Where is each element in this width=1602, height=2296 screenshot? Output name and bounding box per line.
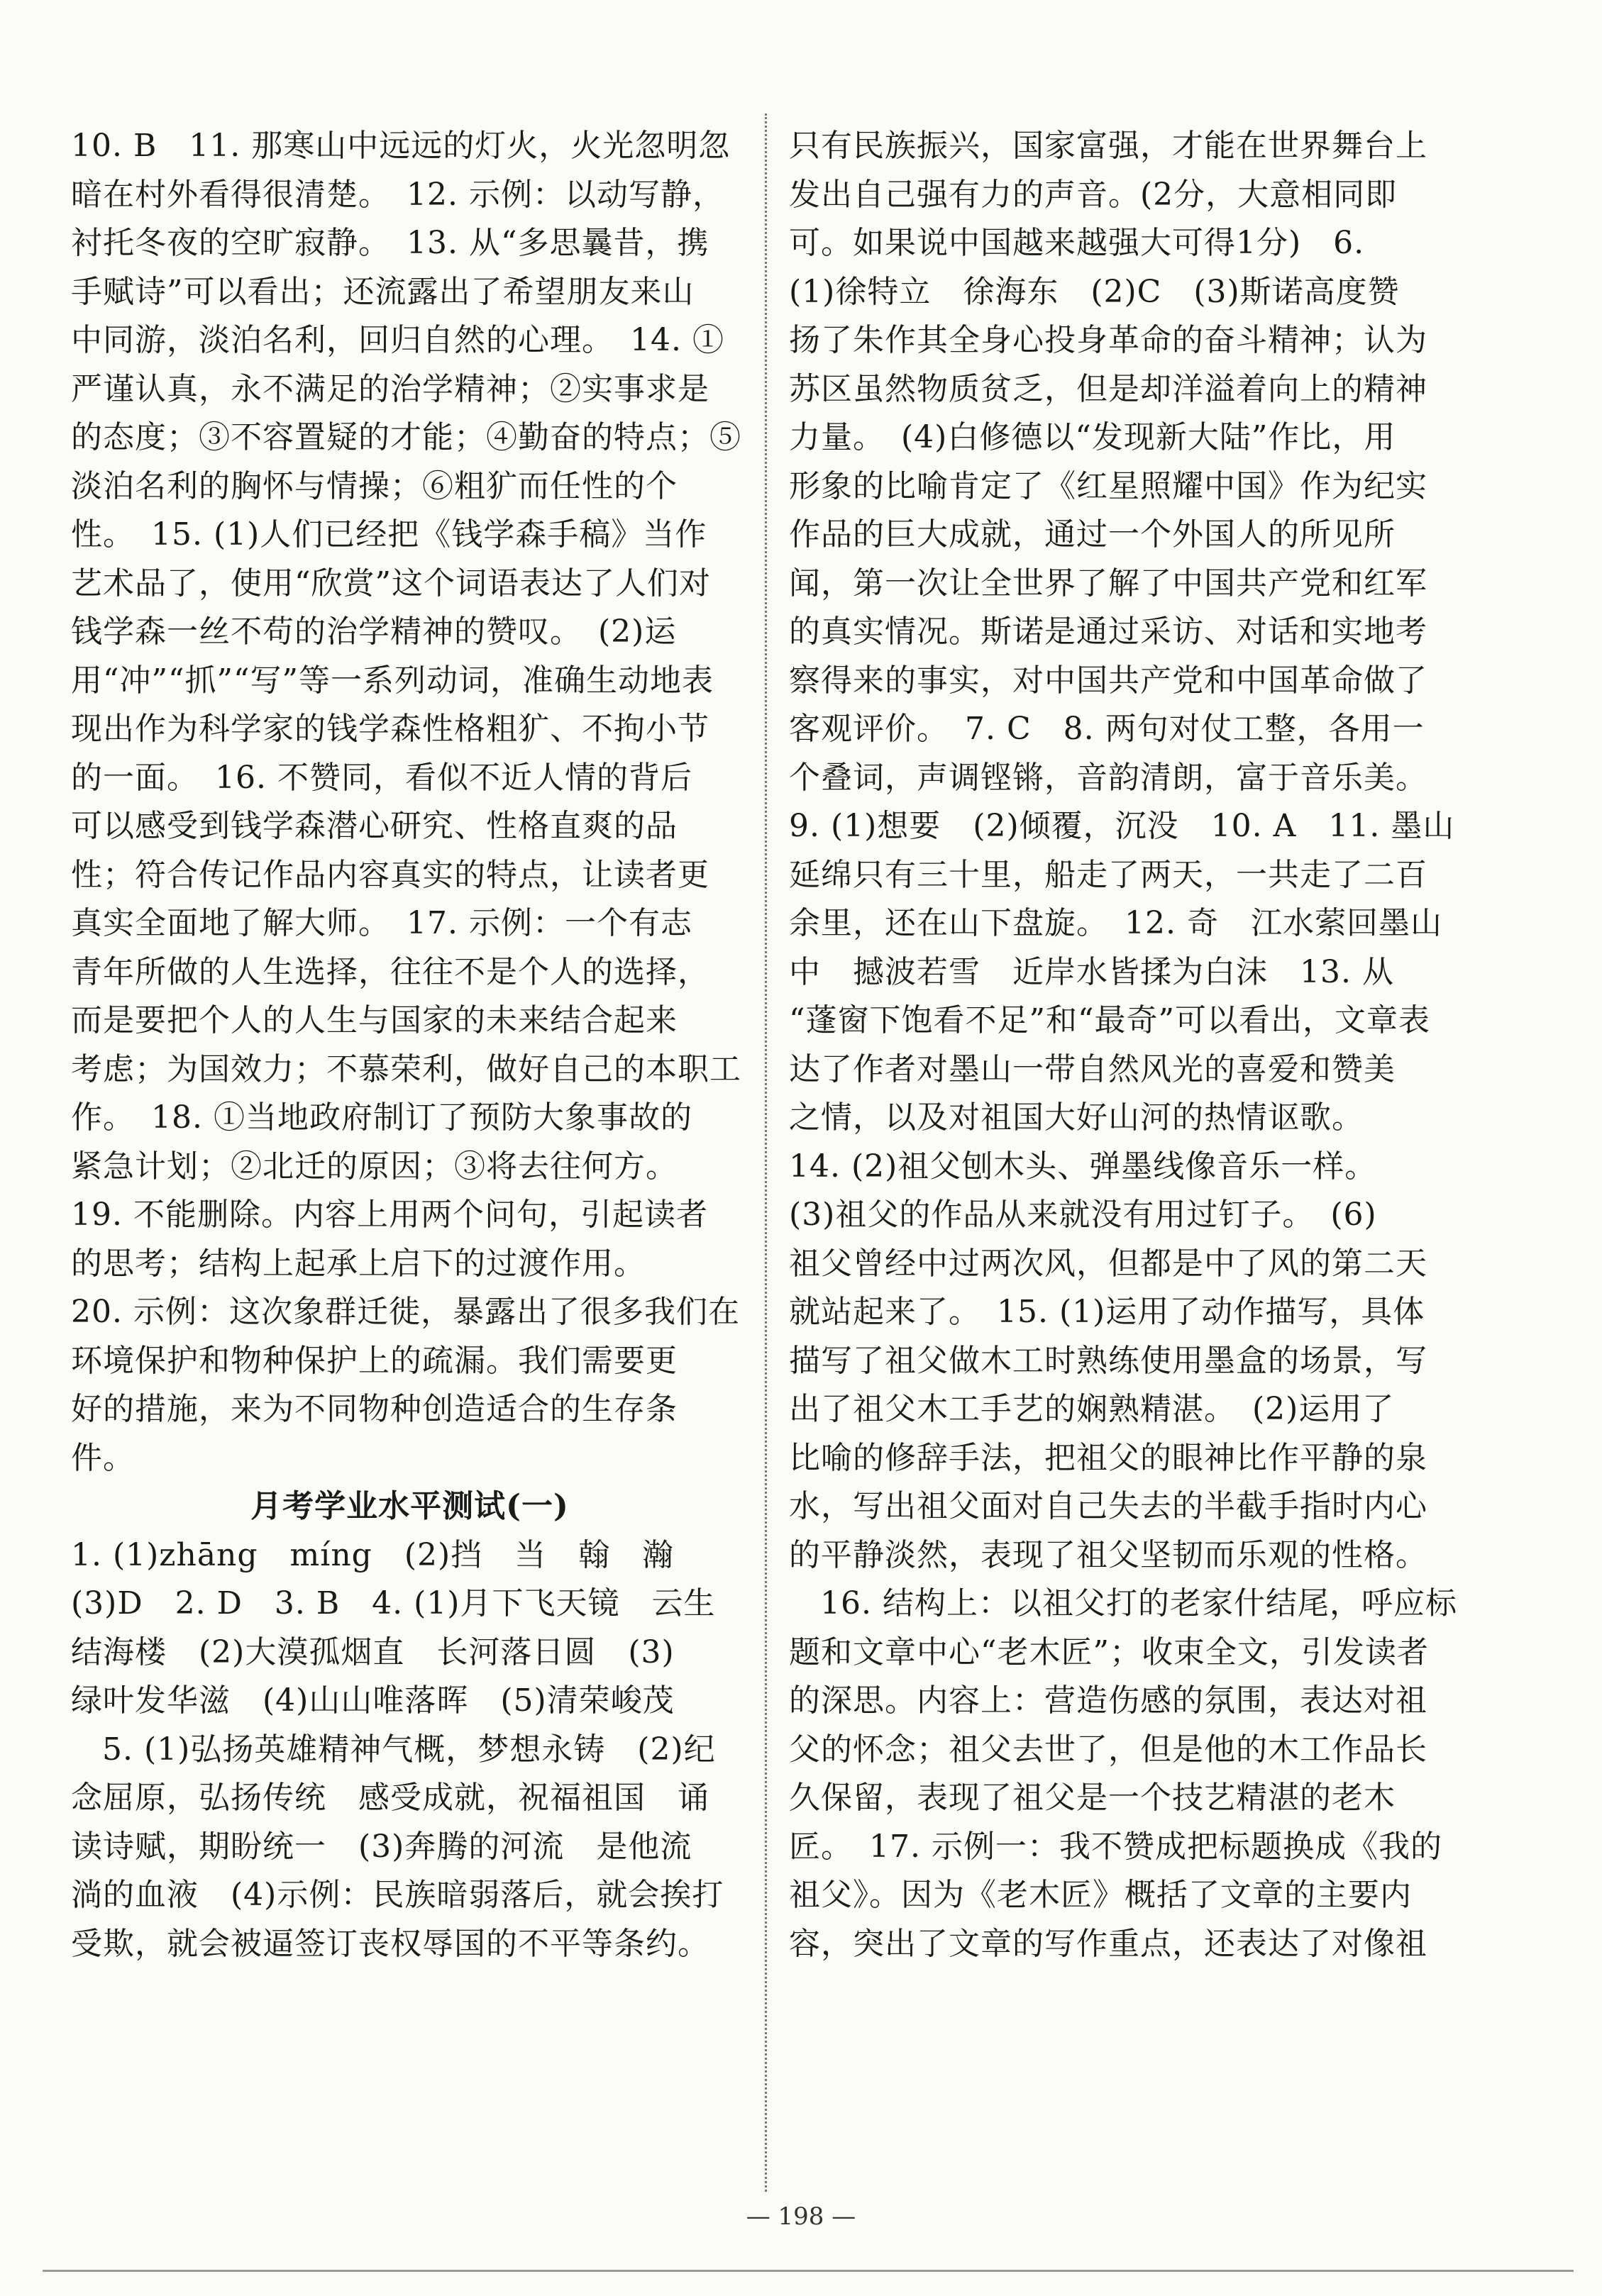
text-line: 5. (1)弘扬英雄精神气概，梦想永铸 (2)纪 xyxy=(102,1731,716,1768)
text-line: 出了祖父木工手艺的娴熟精湛。 (2)运用了 xyxy=(789,1391,1395,1427)
text-line: (3)祖父的作品从来就没有用过钉子。 (6) xyxy=(789,1197,1377,1233)
text-line: 性；符合传记作品内容真实的特点，让读者更 xyxy=(71,856,709,893)
text-line: 形象的比喻肯定了《红星照耀中国》作为纪实 xyxy=(789,467,1427,504)
text-line: 的真实情况。斯诺是通过采访、对话和实地考 xyxy=(789,614,1427,650)
text-line: 严谨认真，永不满足的治学精神；②实事求是 xyxy=(71,370,709,407)
text-line: 容，突出了文章的写作重点，还表达了对像祖 xyxy=(789,1925,1427,1962)
text-line: 中同游，淡泊名利，回归自然的心理。 14. ① xyxy=(71,322,724,358)
text-line: 14. (2)祖父刨木头、弹墨线像音乐一样。 xyxy=(789,1148,1377,1185)
page-number: — 198 — xyxy=(746,2202,856,2231)
text-line: 衬托冬夜的空旷寂静。 13. 从“多思曩昔，携 xyxy=(71,225,709,261)
text-line: 苏区虽然物质贫乏，但是却洋溢着向上的精神 xyxy=(789,370,1427,407)
section-heading: 月考学业水平测试(一) xyxy=(250,1488,569,1524)
text-line: 考虑；为国效力；不慕荣利，做好自己的本职工 xyxy=(71,1050,741,1087)
text-line: 1. (1)zhāng míng (2)挡 当 翰 瀚 xyxy=(71,1536,675,1573)
text-line: 现出作为科学家的钱学森性格粗犷、不拘小节 xyxy=(71,711,709,747)
text-line: 而是要把个人的人生与国家的未来结合起来 xyxy=(71,1002,678,1038)
text-line: 的平静淡然，表现了祖父坚韧而乐观的性格。 xyxy=(789,1536,1427,1573)
text-line: 的一面。 16. 不赞同，看似不近人情的背后 xyxy=(71,759,692,796)
text-line: 16. 结构上：以祖父打的老家什结尾，呼应标 xyxy=(820,1585,1457,1621)
text-line: 闻，第一次让全世界了解了中国共产党和红军 xyxy=(789,565,1427,601)
text-line: 10. B 11. 那寒山中远远的灯火，火光忽明忽 xyxy=(71,128,731,164)
text-line: “蓬窗下饱看不足”和“最奇”可以看出，文章表 xyxy=(789,1002,1430,1038)
left-column xyxy=(71,122,748,1968)
text-line: 余里，还在山下盘旋。 12. 奇 江水萦回墨山 xyxy=(789,905,1442,941)
text-line: 客观评价。 7. C 8. 两句对仗工整，各用一 xyxy=(789,711,1425,747)
text-line: 暗在村外看得很清楚。 12. 示例：以动写静， xyxy=(71,176,724,213)
text-line: 可以感受到钱学森潜心研究、性格直爽的品 xyxy=(71,808,678,844)
text-line: 19. 不能删除。内容上用两个问句，引起读者 xyxy=(71,1197,708,1233)
text-line: 只有民族振兴，国家富强，才能在世界舞台上 xyxy=(789,128,1427,164)
text-line: 艺术品了，使用“欣赏”这个词语表达了人们对 xyxy=(71,565,711,601)
text-line: 比喻的修辞手法，把祖父的眼神比作平静的泉 xyxy=(789,1439,1427,1476)
text-line: 发出自己强有力的声音。(2分，大意相同即 xyxy=(789,176,1398,213)
text-line: (3)D 2. D 3. B 4. (1)月下飞天镜 云生 xyxy=(71,1585,716,1621)
text-line: 匠。 17. 示例一：我不赞成把标题换成《我的 xyxy=(789,1828,1442,1865)
text-line: 淌的血液 (4)示例：民族暗弱落后，就会挨打 xyxy=(71,1877,724,1913)
text-line: 祖父》。因为《老木匠》概括了文章的主要内 xyxy=(789,1877,1412,1913)
text-line: 父的怀念；祖父去世了，但是他的木工作品长 xyxy=(789,1731,1427,1768)
text-line: 延绵只有三十里，船走了两天，一共走了二百 xyxy=(789,856,1427,893)
text-line: 钱学森一丝不苟的治学精神的赞叹。 (2)运 xyxy=(71,614,677,650)
text-line: 中 撼波若雪 近岸水皆揉为白沫 13. 从 xyxy=(789,953,1394,990)
text-line: 念屈原，弘扬传统 感受成就，祝福祖国 诵 xyxy=(71,1780,709,1816)
text-line: 环境保护和物种保护上的疏漏。我们需要更 xyxy=(71,1342,678,1379)
text-line: 件。 xyxy=(71,1439,135,1476)
text-line: 受欺，就会被逼签订丧权辱国的不平等条约。 xyxy=(71,1925,709,1962)
text-line: 可。如果说中国越来越强大可得1分) 6. xyxy=(789,225,1365,261)
text-line: 扬了朱作其全身心投身革命的奋斗精神；认为 xyxy=(789,322,1427,358)
text-line: 读诗赋，期盼统一 (3)奔腾的河流 是他流 xyxy=(71,1828,692,1865)
bottom-edge-line xyxy=(43,2270,1574,2272)
text-line: 作。 18. ①当地政府制订了预防大象事故的 xyxy=(71,1099,692,1136)
text-line: 就站起来了。 15. (1)运用了动作描写，具体 xyxy=(789,1294,1425,1330)
text-line: 真实全面地了解大师。 17. 示例：一个有志 xyxy=(71,905,692,941)
text-line: 力量。 (4)白修德以“发现新大陆”作比，用 xyxy=(789,419,1396,455)
text-line: 作品的巨大成就，通过一个外国人的所见所 xyxy=(789,516,1396,553)
text-line: (1)徐特立 徐海东 (2)C (3)斯诺高度赞 xyxy=(789,273,1400,310)
text-line: 9. (1)想要 (2)倾覆，沉没 10. A 11. 墨山 xyxy=(789,808,1455,844)
text-line: 青年所做的人生选择，往往不是个人的选择， xyxy=(71,953,709,990)
text-line: 察得来的事实，对中国共产党和中国革命做了 xyxy=(789,662,1427,699)
right-column xyxy=(789,122,1498,1968)
text-line: 的思考；结构上起承上启下的过渡作用。 xyxy=(71,1245,646,1282)
text-line: 描写了祖父做木工时熟练使用墨盒的场景，写 xyxy=(789,1342,1427,1379)
text-line: 手赋诗”可以看出；还流露出了希望朋友来山 xyxy=(71,273,695,310)
text-line: 性。 15. (1)人们已经把《钱学森手稿》当作 xyxy=(71,516,707,553)
column-divider xyxy=(765,113,767,2192)
text-line: 的态度；③不容置疑的才能；④勤奋的特点；⑤ xyxy=(71,419,741,455)
text-line: 之情，以及对祖国大好山河的热情讴歌。 xyxy=(789,1099,1364,1136)
text-line: 结海楼 (2)大漠孤烟直 长河落日圆 (3) xyxy=(71,1634,675,1670)
text-line: 题和文章中心“老木匠”；收束全文，引发读者 xyxy=(789,1634,1429,1670)
text-line: 好的措施，来为不同物种创造适合的生存条 xyxy=(71,1391,678,1427)
text-line: 祖父曾经中过两次风，但都是中了风的第二天 xyxy=(789,1245,1427,1282)
text-line: 的深思。内容上：营造伤感的氛围，表达对祖 xyxy=(789,1682,1427,1719)
text-line: 水，写出祖父面对自己失去的半截手指时内心 xyxy=(789,1488,1427,1524)
text-line: 达了作者对墨山一带自然风光的喜爱和赞美 xyxy=(789,1050,1396,1087)
text-line: 久保留，表现了祖父是一个技艺精湛的老木 xyxy=(789,1780,1396,1816)
text-line: 20. 示例：这次象群迁徙，暴露出了很多我们在 xyxy=(71,1294,740,1330)
text-line: 淡泊名利的胸怀与情操；⑥粗犷而任性的个 xyxy=(71,467,678,504)
text-line: 紧急计划；②北迁的原因；③将去往何方。 xyxy=(71,1148,678,1185)
text-line: 用“冲”“抓”“写”等一系列动词，准确生动地表 xyxy=(71,662,714,699)
text-line: 个叠词，声调铿锵，音韵清朗，富于音乐美。 xyxy=(789,759,1427,796)
text-line: 绿叶发华滋 (4)山山唯落晖 (5)清荣峻茂 xyxy=(71,1682,675,1719)
